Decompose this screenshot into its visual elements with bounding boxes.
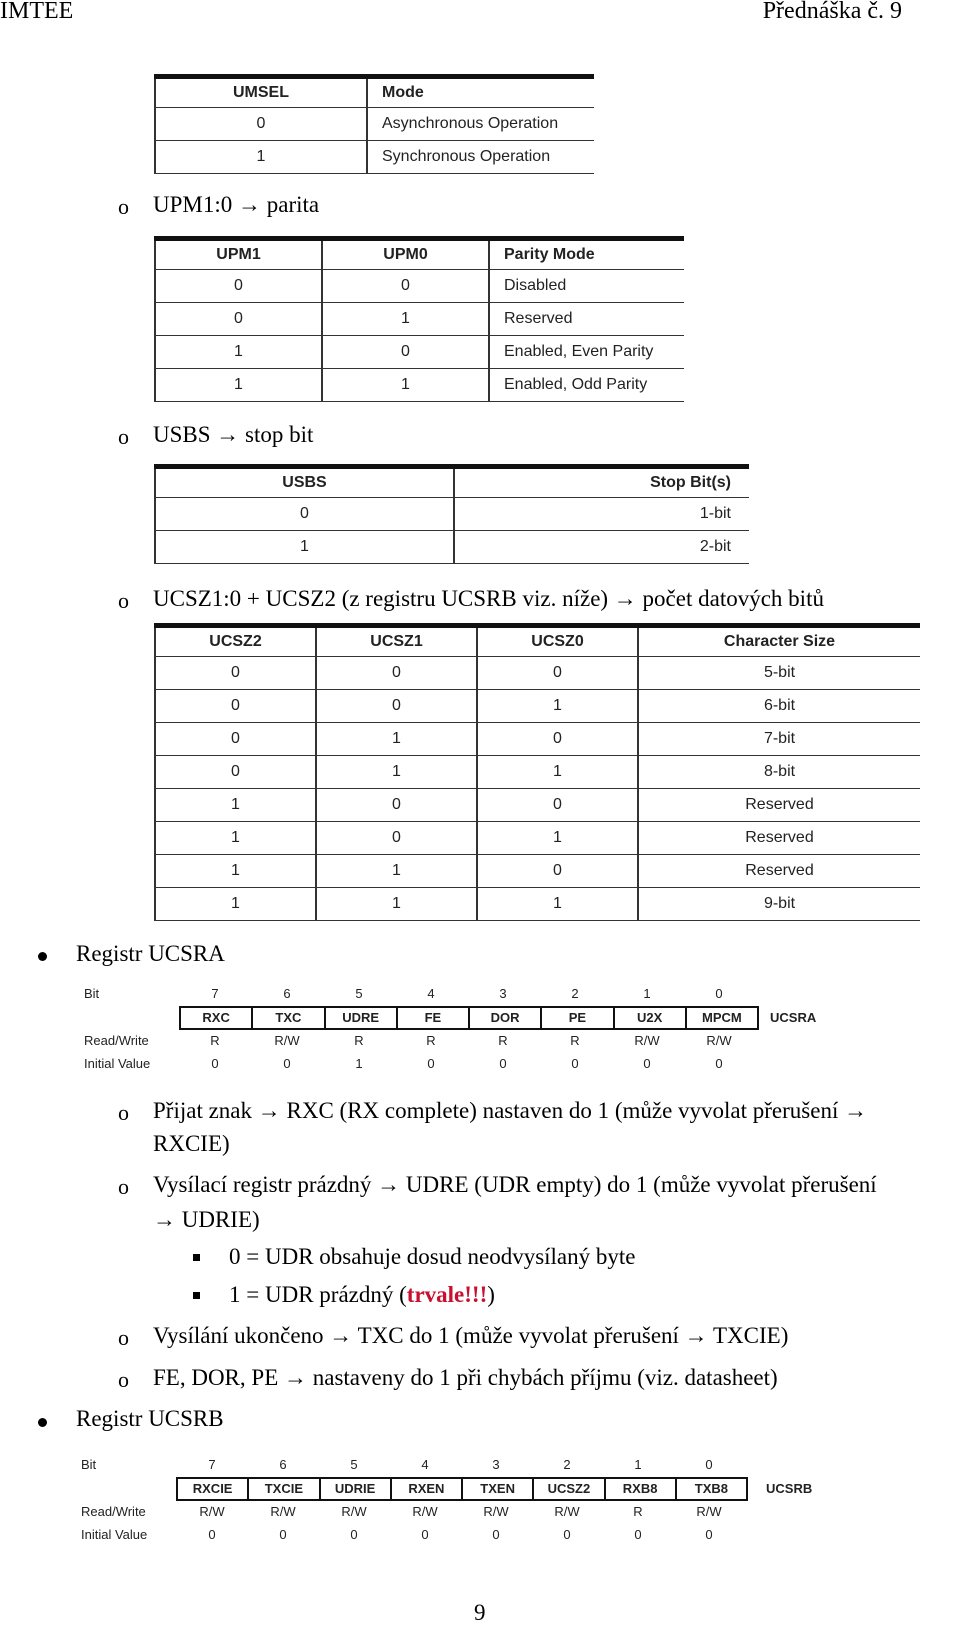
init-value: 0 <box>715 1056 723 1071</box>
rw-value: R/W <box>341 1504 367 1519</box>
sub-bullet-marker: o <box>118 1174 129 1199</box>
table-cell: 0 <box>316 690 477 723</box>
rw-value: R <box>210 1033 220 1048</box>
rw-label: Read/Write <box>81 1504 146 1519</box>
rw-value: R <box>498 1033 508 1048</box>
table-cell: 1 <box>155 888 316 921</box>
ucsz-table <box>154 623 920 921</box>
bit-name: TXB8 <box>675 1479 746 1499</box>
table-cell: 0 <box>477 855 638 888</box>
table-header: UPM0 <box>322 239 489 270</box>
rw-value: R/W <box>199 1504 225 1519</box>
table-header: Parity Mode <box>489 239 684 270</box>
table-cell: 1 <box>316 723 477 756</box>
ucsz-text: UCSZ1:0 + UCSZ2 (z registru UCSRB viz. níže) → počet datových bitů <box>153 586 824 611</box>
table-header: UMSEL <box>155 77 367 108</box>
rw-value: R/W <box>696 1504 722 1519</box>
init-value: 0 <box>427 1056 435 1071</box>
bit-label: Bit <box>84 986 100 1001</box>
bit-name: UDRE <box>324 1008 396 1028</box>
sub-bullet-marker: o <box>118 1100 129 1125</box>
init-value: 0 <box>279 1527 287 1542</box>
table-cell: 1 <box>155 855 316 888</box>
sub-bullet-marker: o <box>118 1367 129 1392</box>
table-cell: Synchronous Operation <box>367 141 594 174</box>
table-cell: 0 <box>477 723 638 756</box>
table-cell: 0 <box>322 270 489 303</box>
table-cell: 1 <box>155 822 316 855</box>
table-cell: 0 <box>316 657 477 690</box>
bit-name: RXEN <box>390 1479 461 1499</box>
sub-bullet-marker: o <box>118 194 129 219</box>
table-cell: 1 <box>155 141 367 174</box>
rw-value: R/W <box>554 1504 580 1519</box>
table-cell: 1 <box>155 369 322 402</box>
sub-bullet-marker: o <box>118 424 129 449</box>
init-value: 0 <box>492 1527 500 1542</box>
table-cell: 0 <box>155 657 316 690</box>
square-bullet <box>193 1292 200 1299</box>
rw-value: R/W <box>274 1033 300 1048</box>
rxc-text-line1: Přijat znak → RXC (RX complete) nastaven do 1 (může vyvolat přerušení → <box>153 1098 868 1123</box>
init-label: Initial Value <box>81 1527 148 1542</box>
square-bullet <box>193 1254 200 1261</box>
bit-number: 2 <box>563 1457 571 1472</box>
table-header: USBS <box>155 467 454 498</box>
rw-value: R/W <box>412 1504 438 1519</box>
rxc-text-line2: RXCIE) <box>153 1131 230 1156</box>
bit-name: TXEN <box>461 1479 532 1499</box>
register-name: UCSRB <box>766 1481 813 1496</box>
init-value: 0 <box>643 1056 651 1071</box>
table-cell: 1-bit <box>454 498 749 531</box>
bit-number: 7 <box>211 986 219 1001</box>
header-left: IMTEE <box>0 0 74 24</box>
table-header: Stop Bit(s) <box>454 467 749 498</box>
table-cell: 0 <box>155 756 316 789</box>
table-cell: 1 <box>155 789 316 822</box>
bit-number: 4 <box>421 1457 429 1472</box>
ucsrb-heading: Registr UCSRB <box>76 1406 224 1431</box>
bit-number: 6 <box>279 1457 287 1472</box>
txc-text: Vysílání ukončeno → TXC do 1 (může vyvolat přerušení → TXCIE) <box>153 1323 789 1348</box>
init-value: 1 <box>355 1056 363 1071</box>
table-cell: 0 <box>477 657 638 690</box>
table-cell: 2-bit <box>454 531 749 564</box>
table-cell: 0 <box>316 789 477 822</box>
table-cell: 0 <box>155 723 316 756</box>
init-value: 0 <box>499 1056 507 1071</box>
table-header: UCSZ1 <box>316 626 477 657</box>
udre-0-text: 0 = UDR obsahuje dosud neodvysílaný byte <box>229 1244 636 1269</box>
bit-number: 5 <box>350 1457 358 1472</box>
sub-bullet-marker: o <box>118 1325 129 1350</box>
table-cell: 0 <box>155 303 322 336</box>
table-cell: 1 <box>477 690 638 723</box>
rw-value: R <box>354 1033 364 1048</box>
emphasis-trvale: trvale!!! <box>406 1282 488 1307</box>
bit-name: UCSZ2 <box>532 1479 603 1499</box>
bit-number: 5 <box>355 986 363 1001</box>
init-value: 0 <box>208 1527 216 1542</box>
table-cell: 1 <box>316 888 477 921</box>
init-value: 0 <box>283 1056 291 1071</box>
table-cell: 7-bit <box>638 723 920 756</box>
bit-name: FE <box>396 1008 468 1028</box>
table-cell: 0 <box>477 789 638 822</box>
table-cell: 0 <box>322 336 489 369</box>
table-cell: Reserved <box>638 822 920 855</box>
table-cell: Reserved <box>638 789 920 822</box>
table-cell: 1 <box>322 369 489 402</box>
table-header: Mode <box>367 77 594 108</box>
rw-value: R/W <box>483 1504 509 1519</box>
rw-label: Read/Write <box>84 1033 149 1048</box>
table-cell: 5-bit <box>638 657 920 690</box>
register-bits <box>176 1477 748 1501</box>
init-value: 0 <box>705 1527 713 1542</box>
rw-value: R/W <box>270 1504 296 1519</box>
bit-number: 2 <box>571 986 579 1001</box>
bit-name: RXCIE <box>192 1481 233 1496</box>
rw-value: R <box>570 1033 580 1048</box>
bit-number: 0 <box>705 1457 713 1472</box>
table-cell: 0 <box>155 498 454 531</box>
errors-text: FE, DOR, PE → nastaveny do 1 při chybách příjmu (viz. datasheet) <box>153 1365 778 1390</box>
bit-name: RXC <box>202 1010 230 1025</box>
init-value: 0 <box>634 1527 642 1542</box>
table-cell: Enabled, Odd Parity <box>489 369 684 402</box>
table-cell: Reserved <box>638 855 920 888</box>
table-cell: 0 <box>316 822 477 855</box>
bullet-dot <box>38 1418 47 1427</box>
bit-name: PE <box>540 1008 612 1028</box>
sub-bullet-marker: o <box>118 588 129 613</box>
table-cell: 1 <box>316 756 477 789</box>
upm-table <box>154 236 684 402</box>
init-value: 0 <box>571 1056 579 1071</box>
upm-text: UPM1:0 → parita <box>153 192 320 217</box>
table-cell: Reserved <box>489 303 684 336</box>
udre-1-suffix: ) <box>487 1282 495 1307</box>
rw-value: R/W <box>634 1033 660 1048</box>
udre-1-prefix: 1 = UDR prázdný ( <box>229 1282 407 1307</box>
ucsra-register-diagram <box>84 986 844 1076</box>
udre-1-text <box>229 1282 495 1308</box>
register-name: UCSRA <box>770 1010 817 1025</box>
table-cell: 1 <box>477 888 638 921</box>
rw-value: R <box>633 1504 643 1519</box>
header-right: Přednáška č. 9 <box>762 0 902 24</box>
init-value: 0 <box>211 1056 219 1071</box>
table-header: Character Size <box>638 626 920 657</box>
bit-name: U2X <box>613 1008 685 1028</box>
bit-name: TXC <box>251 1008 323 1028</box>
table-cell: 1 <box>322 303 489 336</box>
bullet-dot <box>38 952 47 961</box>
rw-value: R <box>426 1033 436 1048</box>
bit-number: 4 <box>427 986 435 1001</box>
table-cell: 1 <box>477 822 638 855</box>
table-cell: 0 <box>155 270 322 303</box>
bit-name: UDRIE <box>319 1479 390 1499</box>
table-cell: Enabled, Even Parity <box>489 336 684 369</box>
bit-number: 0 <box>715 986 723 1001</box>
bit-name: RXB8 <box>604 1479 675 1499</box>
bit-label: Bit <box>81 1457 97 1472</box>
table-cell: 8-bit <box>638 756 920 789</box>
table-header: UPM1 <box>155 239 322 270</box>
bit-number: 7 <box>208 1457 216 1472</box>
table-cell: 1 <box>477 756 638 789</box>
init-value: 0 <box>563 1527 571 1542</box>
umsel-table <box>154 74 594 174</box>
bit-number: 1 <box>634 1457 642 1472</box>
table-cell: Asynchronous Operation <box>367 108 594 141</box>
bit-number: 3 <box>499 986 507 1001</box>
table-cell: 6-bit <box>638 690 920 723</box>
init-value: 0 <box>350 1527 358 1542</box>
rw-value: R/W <box>706 1033 732 1048</box>
bit-name: MPCM <box>685 1008 757 1028</box>
bit-name: DOR <box>468 1008 540 1028</box>
usbs-text: USBS → stop bit <box>153 422 314 447</box>
register-bits <box>179 1006 759 1030</box>
table-cell: 0 <box>155 690 316 723</box>
bit-number: 6 <box>283 986 291 1001</box>
init-value: 0 <box>421 1527 429 1542</box>
table-cell: 1 <box>155 336 322 369</box>
table-header: UCSZ2 <box>155 626 316 657</box>
page-number: 9 <box>474 1600 486 1625</box>
bit-name: TXCIE <box>247 1479 318 1499</box>
bit-number: 1 <box>643 986 651 1001</box>
table-cell: 0 <box>155 108 367 141</box>
usbs-table <box>154 464 749 564</box>
ucsra-heading: Registr UCSRA <box>76 941 225 966</box>
bit-number: 3 <box>492 1457 500 1472</box>
table-header: UCSZ0 <box>477 626 638 657</box>
ucsrb-register-diagram <box>81 1457 841 1547</box>
init-label: Initial Value <box>84 1056 151 1071</box>
table-cell: 1 <box>155 531 454 564</box>
table-cell: 1 <box>316 855 477 888</box>
udre-text-line1: Vysílací registr prázdný → UDRE (UDR empty) do 1 (může vyvolat přerušení <box>153 1172 877 1197</box>
table-cell: 9-bit <box>638 888 920 921</box>
table-cell: Disabled <box>489 270 684 303</box>
udre-text-line2: → UDRIE) <box>153 1207 260 1232</box>
